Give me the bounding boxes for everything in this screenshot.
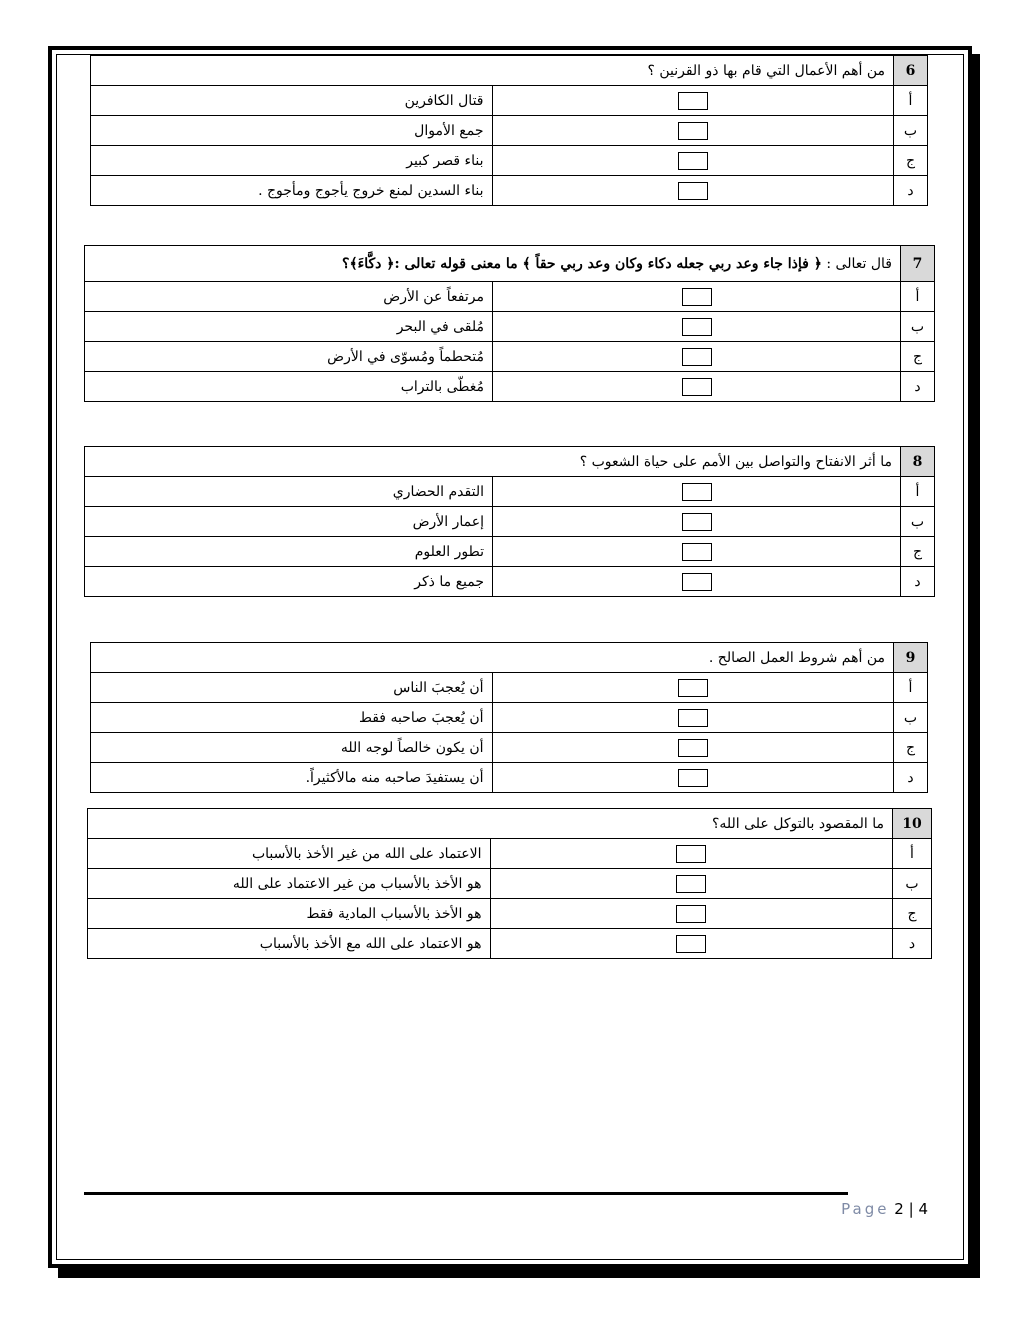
current-page: 2 bbox=[894, 1200, 904, 1218]
option-letter: ج bbox=[894, 733, 928, 763]
answer-checkbox[interactable] bbox=[682, 483, 712, 501]
option-text: بناء قصر كبير bbox=[91, 146, 493, 176]
option-letter: ب bbox=[894, 116, 928, 146]
option-row[interactable] bbox=[85, 282, 935, 312]
question-9 bbox=[90, 642, 928, 793]
answer-checkbox[interactable] bbox=[682, 348, 712, 366]
option-row[interactable] bbox=[91, 703, 928, 733]
question-number: 7 bbox=[901, 246, 935, 282]
option-row[interactable] bbox=[88, 929, 932, 959]
page-number bbox=[824, 1200, 928, 1218]
question-row bbox=[85, 447, 935, 477]
option-text: أن يكون خالصاً لوجه الله bbox=[91, 733, 493, 763]
option-text: إعمار الأرض bbox=[85, 507, 493, 537]
option-row[interactable] bbox=[85, 312, 935, 342]
answer-checkbox[interactable] bbox=[682, 573, 712, 591]
option-row[interactable] bbox=[85, 477, 935, 507]
answer-checkbox[interactable] bbox=[682, 513, 712, 531]
option-text: جمع الأموال bbox=[91, 116, 493, 146]
option-text: تطور العلوم bbox=[85, 537, 493, 567]
answer-checkbox[interactable] bbox=[678, 769, 708, 787]
option-text: جميع ما ذكر bbox=[85, 567, 493, 597]
option-letter: ج bbox=[901, 342, 935, 372]
question-number: 8 bbox=[901, 447, 935, 477]
option-row[interactable] bbox=[85, 342, 935, 372]
option-row[interactable] bbox=[91, 673, 928, 703]
answer-checkbox[interactable] bbox=[682, 318, 712, 336]
answer-checkbox[interactable] bbox=[676, 845, 706, 863]
option-letter: ب bbox=[893, 869, 932, 899]
option-letter: ب bbox=[901, 507, 935, 537]
option-letter: د bbox=[901, 567, 935, 597]
option-letter: ب bbox=[901, 312, 935, 342]
option-text: هو الأخذ بالأسباب المادية فقط bbox=[88, 899, 491, 929]
option-row[interactable] bbox=[91, 86, 928, 116]
page-border-shadow-bottom bbox=[58, 1268, 980, 1278]
question-stem: ما المقصود بالتوكل على الله؟ bbox=[88, 809, 893, 839]
option-text: قتال الكافرين bbox=[91, 86, 493, 116]
question-number: 9 bbox=[894, 643, 928, 673]
option-row[interactable] bbox=[85, 567, 935, 597]
option-text: التقدم الحضاري bbox=[85, 477, 493, 507]
option-row[interactable] bbox=[88, 839, 932, 869]
question-10 bbox=[87, 808, 932, 959]
option-text: مُلقى في البحر bbox=[85, 312, 493, 342]
question-stem: من أهم شروط العمل الصالح . bbox=[91, 643, 894, 673]
option-letter: د bbox=[894, 763, 928, 793]
option-text: بناء السدين لمنع خروج يأجوج ومأجوج . bbox=[91, 176, 493, 206]
question-stem: ما أثر الانفتاح والتواصل بين الأمم على حياة الشعوب ؟ bbox=[85, 447, 901, 477]
answer-checkbox[interactable] bbox=[676, 875, 706, 893]
answer-checkbox[interactable] bbox=[682, 543, 712, 561]
answer-checkbox[interactable] bbox=[676, 935, 706, 953]
question-stem: من أهم الأعمال التي قام بها ذو القرنين ؟ bbox=[91, 56, 894, 86]
option-text: الاعتماد على الله من غير الأخذ بالأسباب bbox=[88, 839, 491, 869]
question-stem bbox=[85, 246, 901, 282]
option-letter: أ bbox=[894, 86, 928, 116]
option-row[interactable] bbox=[88, 869, 932, 899]
option-row[interactable] bbox=[88, 899, 932, 929]
option-letter: أ bbox=[901, 282, 935, 312]
option-text: هو الاعتماد على الله مع الأخذ بالأسباب bbox=[88, 929, 491, 959]
question-8 bbox=[84, 446, 935, 597]
page-border-shadow-right bbox=[972, 54, 980, 1278]
footer-rule bbox=[84, 1192, 848, 1195]
page-label: Page bbox=[841, 1200, 890, 1218]
option-letter: أ bbox=[893, 839, 932, 869]
question-7 bbox=[84, 245, 935, 402]
option-letter: د bbox=[901, 372, 935, 402]
option-letter: ب bbox=[894, 703, 928, 733]
option-text: مرتفعاً عن الأرض bbox=[85, 282, 493, 312]
question-number: 10 bbox=[893, 809, 932, 839]
question-row bbox=[88, 809, 932, 839]
question-row bbox=[91, 56, 928, 86]
option-row[interactable] bbox=[91, 116, 928, 146]
option-row[interactable] bbox=[85, 372, 935, 402]
question-row bbox=[85, 246, 935, 282]
option-letter: د bbox=[893, 929, 932, 959]
answer-checkbox[interactable] bbox=[678, 679, 708, 697]
answer-checkbox[interactable] bbox=[678, 739, 708, 757]
answer-checkbox[interactable] bbox=[676, 905, 706, 923]
total-pages: 4 bbox=[918, 1200, 928, 1218]
answer-checkbox[interactable] bbox=[678, 182, 708, 200]
answer-checkbox[interactable] bbox=[682, 378, 712, 396]
option-text: هو الأخذ بالأسباب من غير الاعتماد على الله bbox=[88, 869, 491, 899]
option-row[interactable] bbox=[91, 146, 928, 176]
option-letter: ج bbox=[893, 899, 932, 929]
option-letter: أ bbox=[894, 673, 928, 703]
quran-verse: ﴿ فإذا جاء وعد ربي جعله دكاء وكان وعد ربي حقاً ﴾ ما معنى قوله تعالى :﴿ دكَّاءَ﴾؟ bbox=[342, 255, 822, 272]
option-text: أن يُعجبَ صاحبه فقط bbox=[91, 703, 493, 733]
option-text: مُتحطماً ومُسوّى في الأرض bbox=[85, 342, 493, 372]
option-letter: ج bbox=[901, 537, 935, 567]
option-row[interactable] bbox=[85, 507, 935, 537]
option-letter: ج bbox=[894, 146, 928, 176]
option-text: أن يُعجبَ الناس bbox=[91, 673, 493, 703]
answer-checkbox[interactable] bbox=[678, 92, 708, 110]
option-row[interactable] bbox=[91, 176, 928, 206]
option-row[interactable] bbox=[91, 763, 928, 793]
question-row bbox=[91, 643, 928, 673]
option-letter: أ bbox=[901, 477, 935, 507]
question-number: 6 bbox=[894, 56, 928, 86]
page-separator: | bbox=[908, 1200, 914, 1218]
answer-checkbox[interactable] bbox=[678, 122, 708, 140]
option-row[interactable] bbox=[91, 733, 928, 763]
question-6 bbox=[90, 55, 928, 206]
answer-checkbox[interactable] bbox=[682, 288, 712, 306]
option-row[interactable] bbox=[85, 537, 935, 567]
option-letter: د bbox=[894, 176, 928, 206]
answer-checkbox[interactable] bbox=[678, 152, 708, 170]
stem-prefix: قال تعالى : bbox=[821, 255, 892, 272]
option-text: أن يستفيدَ صاحبه منه مالأكثيراً. bbox=[91, 763, 493, 793]
answer-checkbox[interactable] bbox=[678, 709, 708, 727]
option-text: مُغطّى بالتراب bbox=[85, 372, 493, 402]
